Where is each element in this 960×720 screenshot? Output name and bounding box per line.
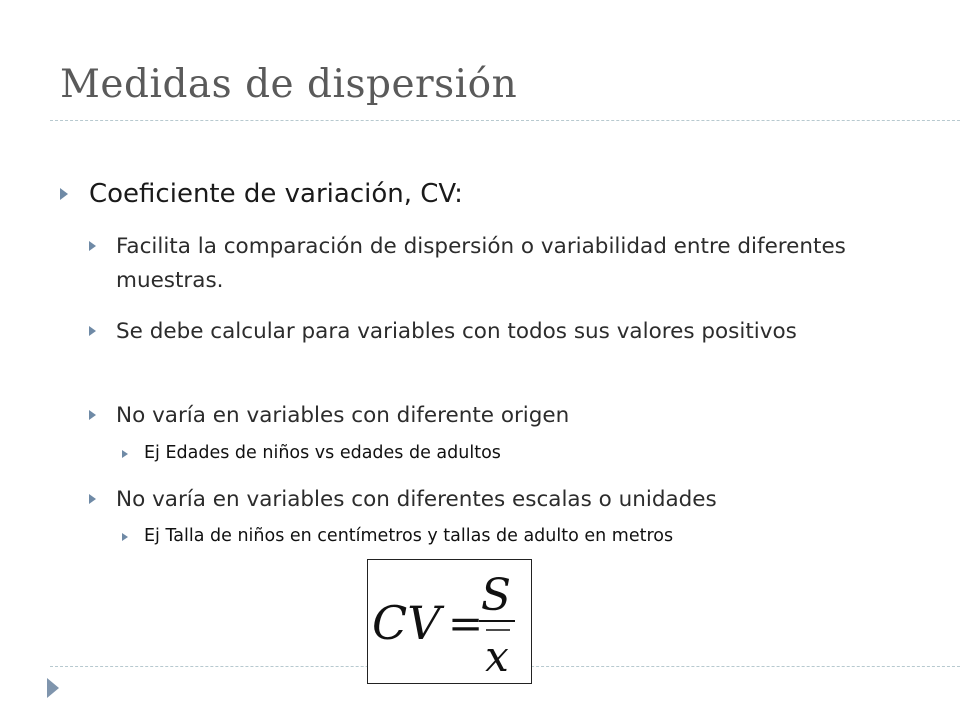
formula-lhs: CV [372,596,441,650]
bullet-point-2 [116,315,876,349]
triangle-right-icon [89,494,96,504]
heading-text: Coeficiente de variación, CV: [89,179,463,209]
triangle-right-icon [60,188,68,200]
sub-point-4 [144,526,673,546]
triangle-right-icon [89,326,96,336]
point-text: No varía en variables con diferente origen [116,403,570,428]
sub-point-3 [144,443,501,463]
point-text: No varía en variables con diferentes escalas o unidades [116,487,717,512]
nav-arrow-icon[interactable] [47,678,59,698]
triangle-right-icon [89,241,96,251]
triangle-right-icon [122,533,128,541]
formula-svg [368,560,530,682]
sub-point-text: Ej Edades de niños vs edades de adultos [144,443,501,463]
triangle-right-icon [89,410,96,420]
sub-point-text: Ej Talla de niños en centímetros y tallas de adulto en metros [144,526,674,546]
triangle-right-icon [122,450,128,458]
cv-formula [367,559,532,684]
bullet-heading [89,179,463,209]
bullet-point-3 [116,399,876,433]
bullet-point-1 [116,230,876,298]
bullet-point-4 [116,483,876,517]
point-text: Se debe calcular para variables con todos sus valores positivos [116,319,797,344]
formula-denominator: x [485,632,509,681]
title-divider [50,120,960,121]
formula-numerator: S [480,570,512,621]
point-text: Facilita la comparación de dispersión o variabilidad entre diferentes muestras. [116,234,846,293]
slide-title: Medidas de dispersión [60,62,518,107]
formula-equals: = [448,599,484,648]
